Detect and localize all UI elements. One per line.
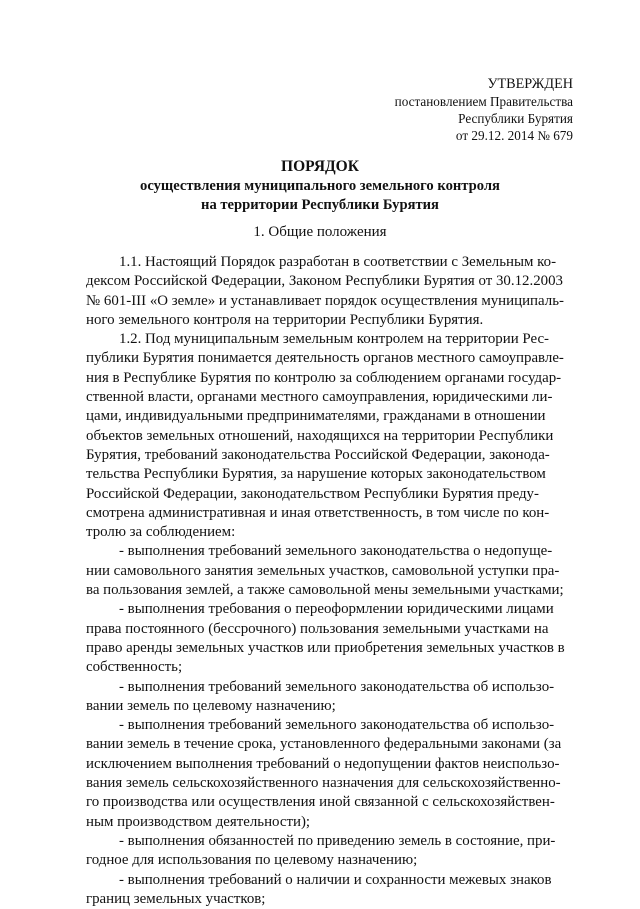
list-item: - выполнения требования о переоформлении юридическими лицами права постоянного (бессрочного) пользования земельными участками на право аренды земельных участков или приобретения земельных участков в собственность; (86, 600, 574, 677)
paragraph-1-1: 1.1. Настоящий Порядок разработан в соответствии с Земельным ко- дексом Российской Федерации, Законом Республики Бурятия от 30.12.2003 № 601-III «О земле» и устанавливает порядок осуществления муниципаль- ного земельного контроля на территории Республики Бурятия. (86, 253, 574, 330)
approval-line: Республики Бурятия (395, 110, 573, 127)
list-item: - выполнения требований земельного законодательства об использо- вании земель по целевому назначению; (86, 678, 574, 717)
subtitle-line: осуществления муниципального земельного контроля (0, 177, 640, 196)
paragraph-1-2: 1.2. Под муниципальным земельным контролем на территории Рес- публики Бурятия понимается деятельность органов местного самоуправле- ния в Республике Бурятия по контролю за соблюдением органами государ- ственной власти, органами местного самоуправления, юридическими ли- цами, индивидуальными предпринимателями, гражданами в отношении объектов земельных отношений, находящихся на территории Республики Бурятия, требований законодательства Российской Федерации, законода- тельства Республики Бурятия, за нарушение которых законодательством Российской Федерации, законодательством Республики Бурятия преду- смотрена административная и иная ответственность, в том числе по кон- тролю за соблюдением: (86, 330, 574, 542)
document-body (86, 253, 574, 909)
document-title: ПОРЯДОК (0, 158, 640, 176)
document-subtitle (0, 177, 640, 215)
list-item: - выполнения обязанностей по приведению земель в состояние, при- годное для использования по целевому назначению; (86, 832, 574, 871)
list-item: - выполнения требований о наличии и сохранности межевых знаков границ земельных участков; (86, 871, 574, 909)
subtitle-line: на территории Республики Бурятия (0, 196, 640, 215)
list-item: - выполнения требований земельного законодательства об использо- вании земель в течение срока, установленного федеральными законами (за исключением выполнения требований о недопущении фактов неиспользо- вания земель сельскохозяйственного назначения для сельскохозяйственно- го производства или осуществления иной связанной с сельскохозяйствен- ным производством деятельности); (86, 716, 574, 832)
approval-title: УТВЕРЖДЕН (395, 76, 573, 93)
approval-stamp (395, 76, 573, 144)
list-item: - выполнения требований земельного законодательства о недопуще- нии самовольного занятия земельных участков, самовольной уступки пра- ва пользования землей, а также самовольной мены земельными участками; (86, 542, 574, 600)
section-heading: 1. Общие положения (0, 224, 640, 241)
approval-line: постановлением Правительства (395, 93, 573, 110)
approval-date: от 29.12. 2014 № 679 (395, 127, 573, 144)
